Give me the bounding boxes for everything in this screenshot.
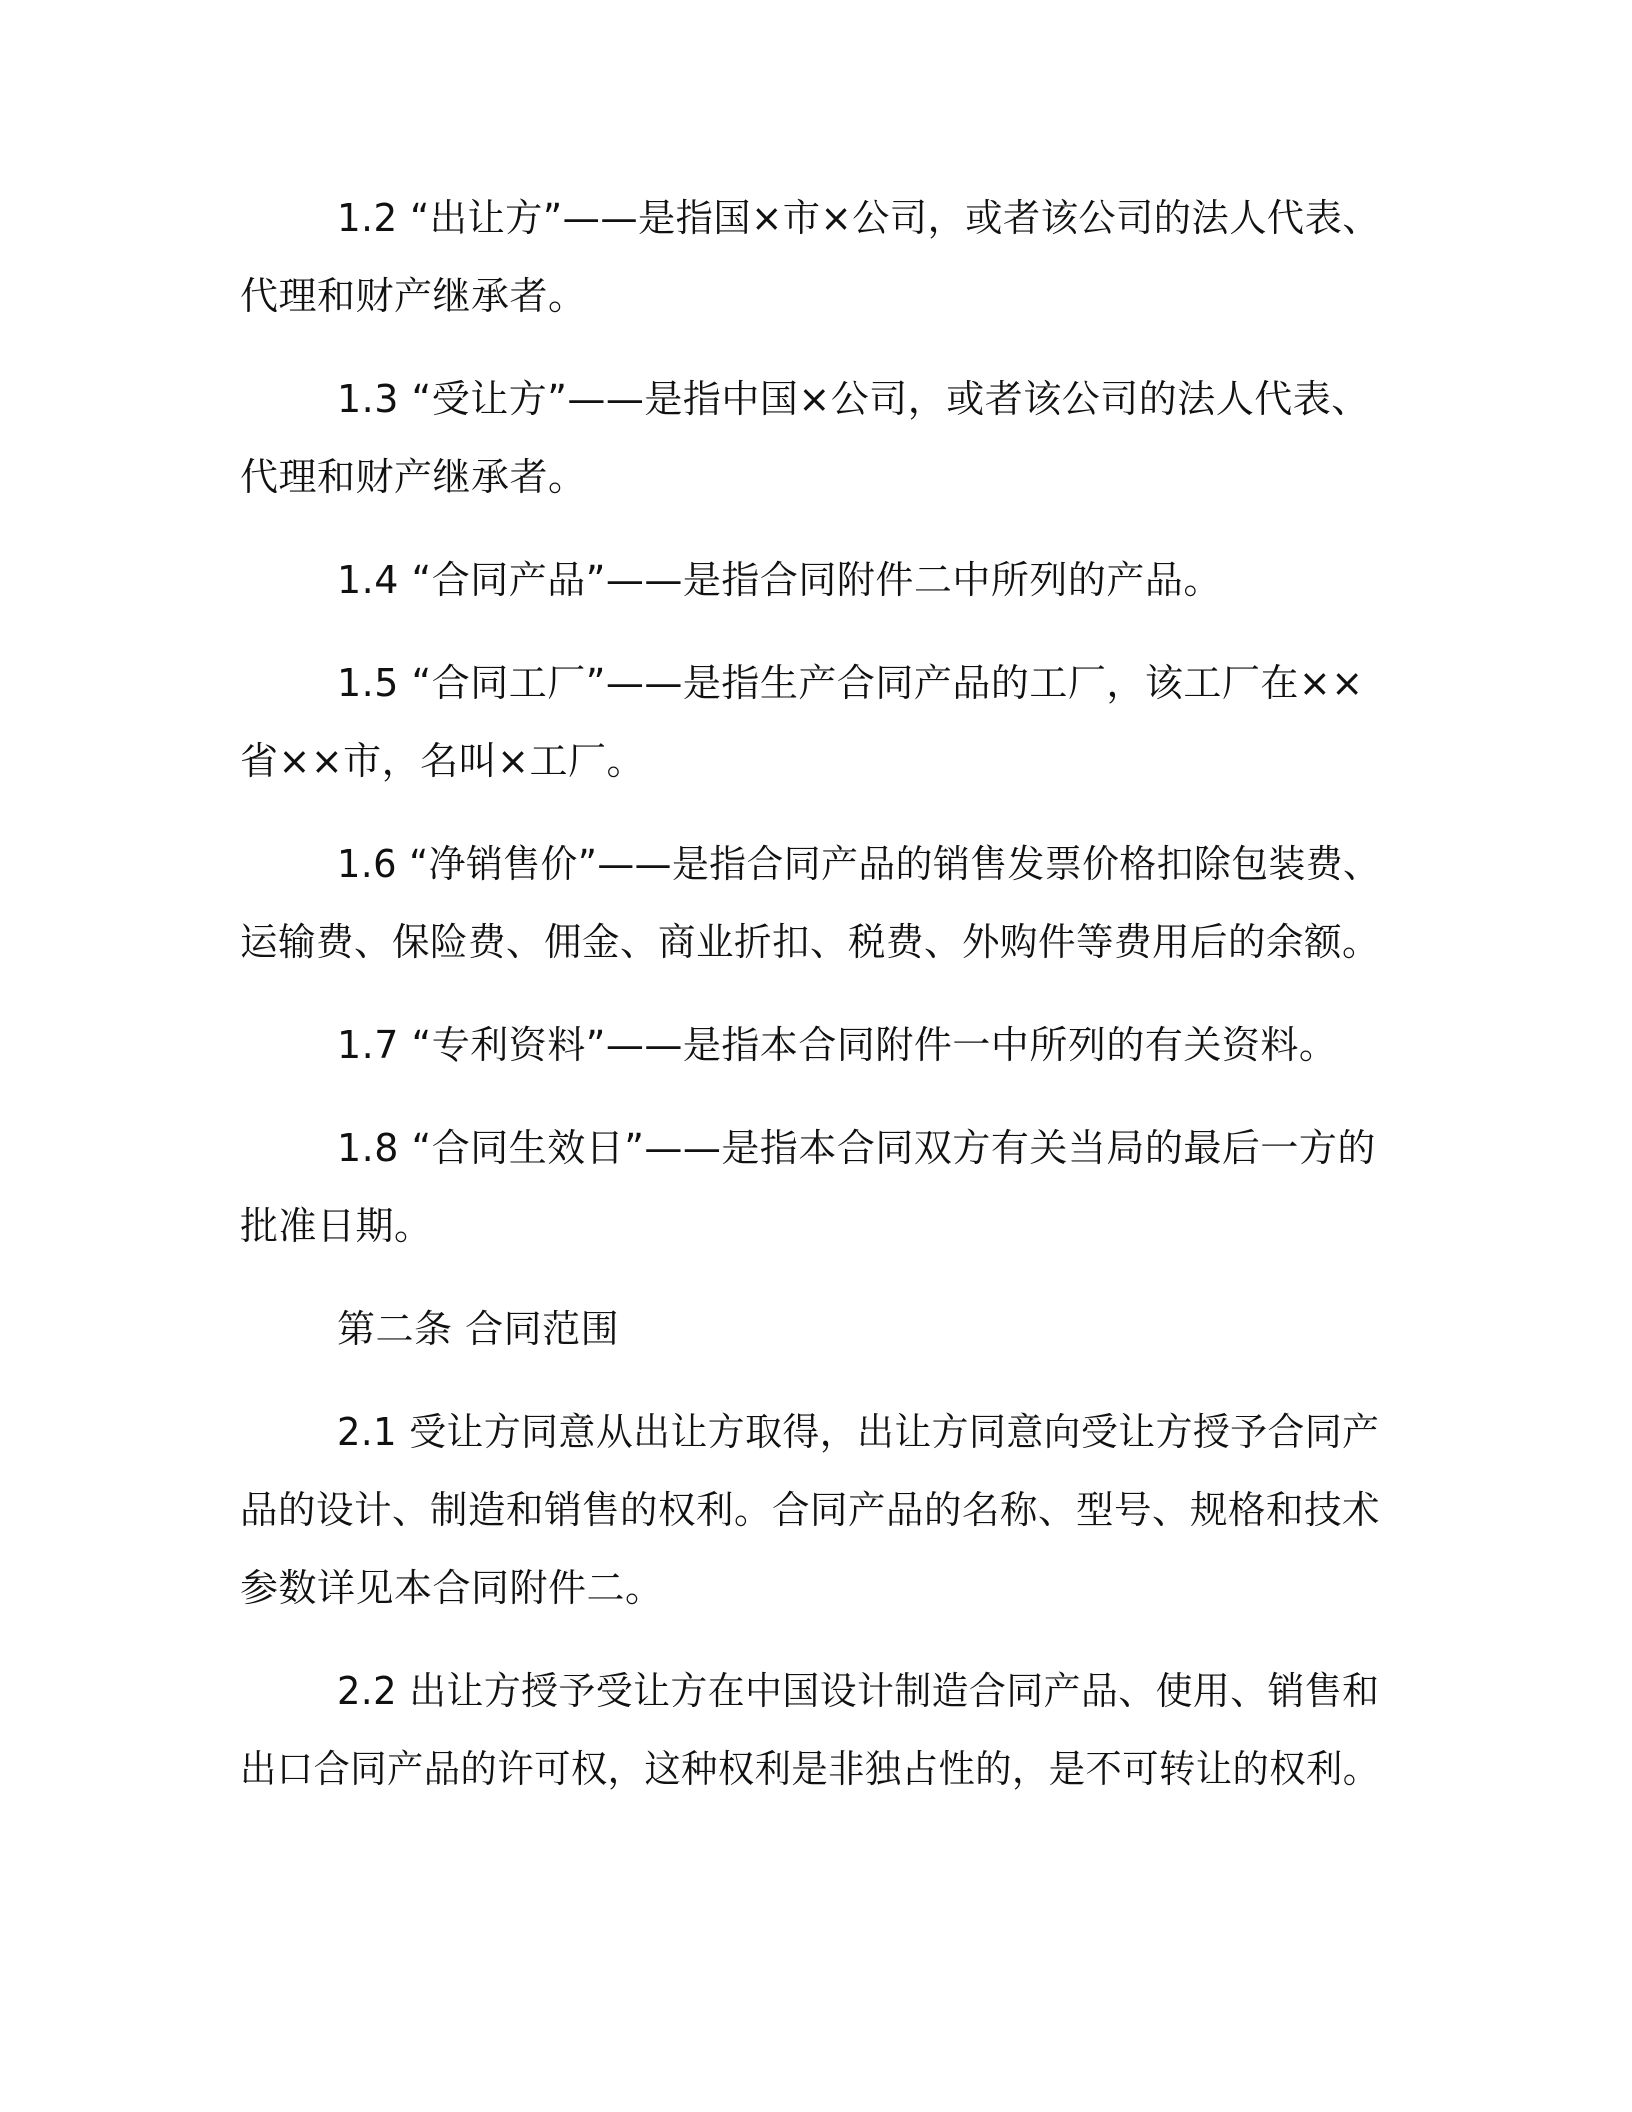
clause-2-2-line-2: 出口合同产品的许可权，这种权利是非独占性的，是不可转让的权利。 <box>240 1747 1380 1791</box>
clause-1-2-line-2: 代理和财产继承者。 <box>240 274 587 318</box>
clause-1-7-line-1: 1.7 “专利资料”——是指本合同附件一中所列的有关资料。 <box>337 1023 1338 1067</box>
clause-1-3-line-2: 代理和财产继承者。 <box>240 455 587 499</box>
clause-1-4-line-1: 1.4 “合同产品”——是指合同附件二中所列的产品。 <box>337 558 1222 602</box>
clause-2-1-line-2: 品的设计、制造和销售的权利。合同产品的名称、型号、规格和技术 <box>240 1488 1381 1532</box>
clause-1-8-line-2: 批准日期。 <box>240 1204 433 1248</box>
clause-1-2-line-1: 1.2 “出让方”——是指国×市×公司，或者该公司的法人代表、 <box>337 196 1381 240</box>
clause-2-1-line-1: 2.1 受让方同意从出让方取得，出让方同意向受让方授予合同产 <box>337 1410 1380 1454</box>
clause-1-8-line-1: 1.8 “合同生效日”——是指本合同双方有关当局的最后一方的 <box>337 1126 1376 1170</box>
clause-1-5-line-2: 省××市，名叫×工厂。 <box>240 739 646 783</box>
clause-1-5-line-1: 1.5 “合同工厂”——是指生产合同产品的工厂，该工厂在×× <box>337 661 1364 705</box>
section-heading-2: 第二条 合同范围 <box>337 1307 620 1351</box>
clause-1-6-line-1: 1.6 “净销售价”——是指合同产品的销售发票价格扣除包装费、 <box>337 842 1381 886</box>
clause-2-2-line-1: 2.2 出让方授予受让方在中国设计制造合同产品、使用、销售和 <box>337 1669 1380 1713</box>
clause-1-3-line-1: 1.3 “受让方”——是指中国×公司，或者该公司的法人代表、 <box>337 377 1370 421</box>
clause-1-6-line-2: 运输费、保险费、佣金、商业折扣、税费、外购件等费用后的余额。 <box>240 920 1381 964</box>
clause-2-1-line-3: 参数详见本合同附件二。 <box>240 1566 664 1610</box>
